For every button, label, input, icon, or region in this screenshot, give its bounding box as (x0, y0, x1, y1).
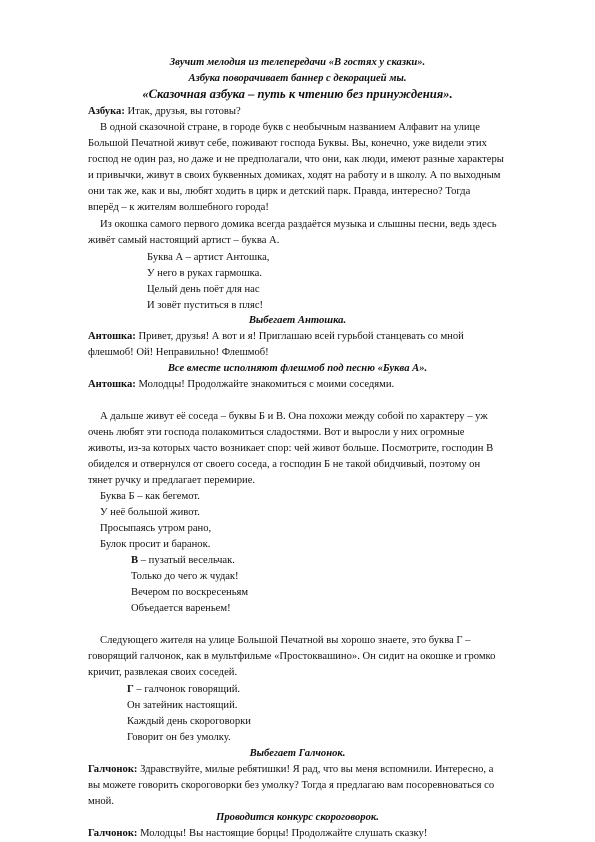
verse-b-line: У неё большой живот. (100, 507, 200, 518)
para1-line: В одной сказочной стране, в городе букв с необычным названием Алфавит на улице (100, 122, 480, 133)
intro-line-1: Звучит мелодия из телепередачи «В гостях у сказки». (169, 57, 426, 68)
verse-g-text: – галчонок говорящий. (133, 684, 241, 695)
para4-line: говорящий галчонок, как в мультфильме «Простоквашино». Он сидит на окошке и громко (88, 651, 496, 662)
speaker-antoshka: Антошка: (88, 331, 136, 342)
stage-direction: Выбегает Антошка. (248, 315, 347, 326)
verse-v-line: Объедается вареньем! (131, 603, 231, 614)
azbuka-opening (88, 104, 241, 120)
verse-a-line: И зовёт пуститься в пляс! (147, 300, 264, 311)
speaker-galchonok: Галчонок: (88, 764, 138, 775)
antoshka-speech-text: Привет, друзья! А вот и я! Приглашаю всей гурьбой станцевать со мной (135, 331, 464, 342)
verse-a-line: Буква А – артист Антошка, (147, 252, 270, 263)
speaker-azbuka: Азбука: (88, 106, 125, 117)
para3-line: тянет ручку и предлагает перемирие. (88, 475, 256, 486)
stage-direction: Выбегает Галчонок. (249, 748, 346, 759)
document-title: «Сказочная азбука – путь к чтению без принуждения». (142, 87, 453, 101)
letter-v: В (131, 555, 139, 566)
antoshka-speech-1-cont: флешмоб! Ой! Неправильно! Флешмоб! (88, 347, 269, 358)
verse-b-line: Просыпаясь утром рано, (100, 523, 212, 534)
galchonok-speech-1 (88, 762, 493, 778)
verse-g-line (127, 682, 240, 698)
para3-line: животы, из-за которых часто возникает спор: чей живот больше. Посмотрите, господин В (88, 443, 494, 454)
azbuka-speech: Итак, друзья, вы готовы? (124, 106, 241, 117)
verse-a-line: Целый день поёт для нас (147, 284, 260, 295)
verse-a-line: У него в руках гармошка. (147, 268, 262, 279)
verse-v-line (131, 553, 235, 569)
galchonok-speech-text: Здравствуйте, милые ребятишки! Я рад, что вы меня вспомнили. Интересно, а (137, 764, 494, 775)
para4-line: Следующего жителя на улице Большой Печатной вы хорошо знаете, это буква Г – (100, 635, 471, 646)
verse-g-line: Каждый день скороговорки (127, 716, 251, 727)
intro-line-2: Азбука поворачивает баннер с декорацией мы. (188, 73, 407, 84)
stage-direction: Проводится конкурс скороговорок. (216, 812, 379, 823)
para1-line: и привычки, живут в своих буквенных домиках, ходят на работу и в школу. А по выходным (88, 170, 501, 181)
para2-line: Из окошка самого первого домика всегда раздаётся музыка и слышны песни, ведь здесь (100, 219, 497, 230)
verse-v-line: Только до чего ж чудак! (131, 571, 239, 582)
para4-line: кричит, развлекая своих соседей. (88, 667, 238, 678)
para1-line: они так же, как и вы, любят ходить в цирк и детский парк. Правда, интересно? Тогда (88, 186, 471, 197)
verse-v-line: Вечером по воскресеньям (131, 587, 249, 598)
verse-v-text: – пузатый весельчак. (138, 555, 235, 566)
para1-line: вперёд – к жителям волшебного города! (88, 202, 269, 213)
para2-line: живёт самый настоящий артист – буква А. (88, 235, 280, 246)
galchonok-speech-text: Молодцы! Вы настоящие борцы! Продолжайте слушать сказку! (137, 828, 428, 839)
verse-b-line: Буква Б – как бегемот. (100, 491, 200, 502)
stage-direction: Все вместе исполняют флешмоб под песню «Буква А». (167, 363, 428, 374)
para3-line: очень любят эти господа полакомиться сладостями. Вот и выросли у них огромные (88, 427, 465, 438)
antoshka-speech-1 (88, 329, 464, 345)
antoshka-speech-2 (88, 377, 394, 393)
letter-g: Г (127, 684, 134, 695)
verse-g-line: Говорит он без умолку. (127, 732, 231, 743)
speaker-galchonok: Галчонок: (88, 828, 138, 839)
para3-line: обиделся и отвернулся от своего соседа, а господин Б не такой обидчивый, поэтому он (88, 459, 481, 470)
para3-line: А дальше живут её соседа – буквы Б и В. Она похожи между собой по характеру – уж (100, 411, 488, 422)
antoshka-speech-text: Молодцы! Продолжайте знакомиться с моими соседями. (135, 379, 395, 390)
galchonok-speech-1-cont: вы можете говорить скороговорки без умолку? Тогда я предлагаю вам посоревноваться со (88, 780, 495, 791)
speaker-antoshka: Антошка: (88, 379, 136, 390)
verse-g-line: Он затейник настоящий. (127, 700, 238, 711)
galchonok-speech-1-cont: мной. (88, 796, 114, 807)
para1-line: Большой Печатной живут себе, поживают господа Буквы. Вы, конечно, уже видели этих (88, 138, 487, 149)
galchonok-speech-2 (88, 826, 427, 842)
verse-b-line: Булок просит и баранок. (100, 539, 211, 550)
para1-line: господ не один раз, но даже и не предполагали, что они, как люди, имеют разные характеры (88, 154, 504, 165)
